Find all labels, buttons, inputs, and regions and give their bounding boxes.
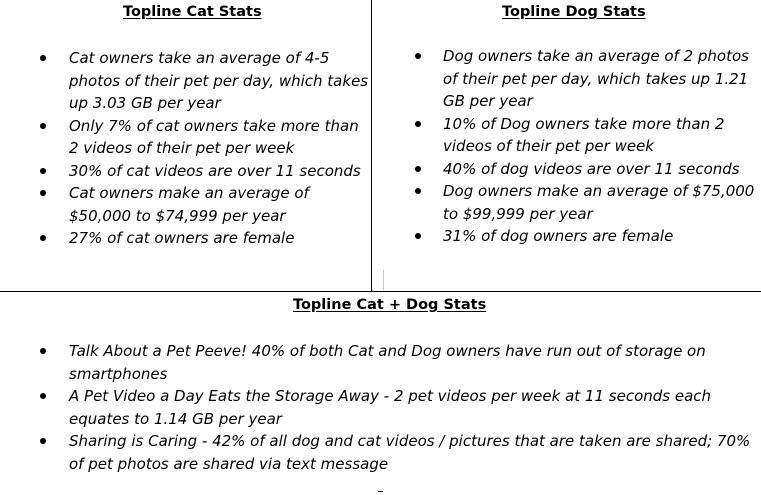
list-item xyxy=(69,385,759,430)
list-item-text: Only 7% of cat owners take more than 2 videos of their pet per week xyxy=(69,116,359,157)
list-item-text: Sharing is Caring - 42% of all dog and cat videos / pictures that are taken are shared; 70% of pet photos are shared via text message xyxy=(69,432,751,473)
list-item xyxy=(69,340,759,385)
bullet-icon xyxy=(40,235,46,241)
bullet-icon xyxy=(40,190,46,196)
list-item xyxy=(69,47,369,115)
table-divider-vertical xyxy=(371,0,372,292)
list-item xyxy=(69,182,369,227)
bullet-icon xyxy=(415,233,421,239)
cursor-tick xyxy=(378,491,383,492)
list-item-text: 30% of cat videos are over 11 seconds xyxy=(69,161,361,180)
bullet-icon xyxy=(415,121,421,127)
table-divider-horizontal xyxy=(0,291,761,292)
list-item-text: Dog owners make an average of $75,000 to $99,999 per year xyxy=(443,182,755,223)
list-item-text: Dog owners take an average of 2 photos of their pet per day, which takes up 1.21 GB per year xyxy=(443,47,749,110)
bullet-icon xyxy=(415,166,421,172)
list-item xyxy=(443,158,755,181)
list-item xyxy=(69,430,759,475)
list-item-text: A Pet Video a Day Eats the Storage Away - 2 pet videos per week at 11 seconds each equates to 1.14 GB per year xyxy=(69,387,712,428)
bullet-icon xyxy=(40,438,46,444)
list-item-text: 40% of dog videos are over 11 seconds xyxy=(443,159,740,178)
bullet-icon xyxy=(415,53,421,59)
list-item xyxy=(69,115,369,160)
list-item xyxy=(443,225,755,248)
cat-stats-heading: Topline Cat Stats xyxy=(123,4,262,20)
table-divider-vertical-faint xyxy=(383,270,384,290)
dog-stats-list xyxy=(443,45,755,248)
list-item-text: Cat owners make an average of $50,000 to $74,999 per year xyxy=(69,184,309,225)
list-item-text: 27% of cat owners are female xyxy=(69,229,295,247)
dog-stats-heading: Topline Dog Stats xyxy=(502,4,646,20)
cat-stats-list xyxy=(69,47,369,250)
list-item-text: 10% of Dog owners take more than 2 videos of their pet per week xyxy=(443,114,725,155)
combined-stats-list xyxy=(69,340,759,475)
combined-stats-heading: Topline Cat + Dog Stats xyxy=(293,297,487,313)
list-item-text: Cat owners take an average of 4-5 photos of their pet per day, which takes up 3.03 GB per year xyxy=(69,49,369,112)
bullet-icon xyxy=(40,168,46,174)
list-item xyxy=(69,160,369,183)
bullet-icon xyxy=(40,348,46,354)
list-item xyxy=(443,113,755,158)
bullet-icon xyxy=(40,55,46,61)
bullet-icon xyxy=(415,188,421,194)
list-item xyxy=(443,45,755,113)
list-item-text: 31% of dog owners are female xyxy=(443,227,674,245)
list-item xyxy=(443,180,755,225)
list-item xyxy=(69,227,369,250)
bullet-icon xyxy=(40,393,46,399)
bullet-icon xyxy=(40,123,46,129)
list-item-text: Talk About a Pet Peeve! 40% of both Cat and Dog owners have run out of storage on smartphones xyxy=(69,342,706,383)
